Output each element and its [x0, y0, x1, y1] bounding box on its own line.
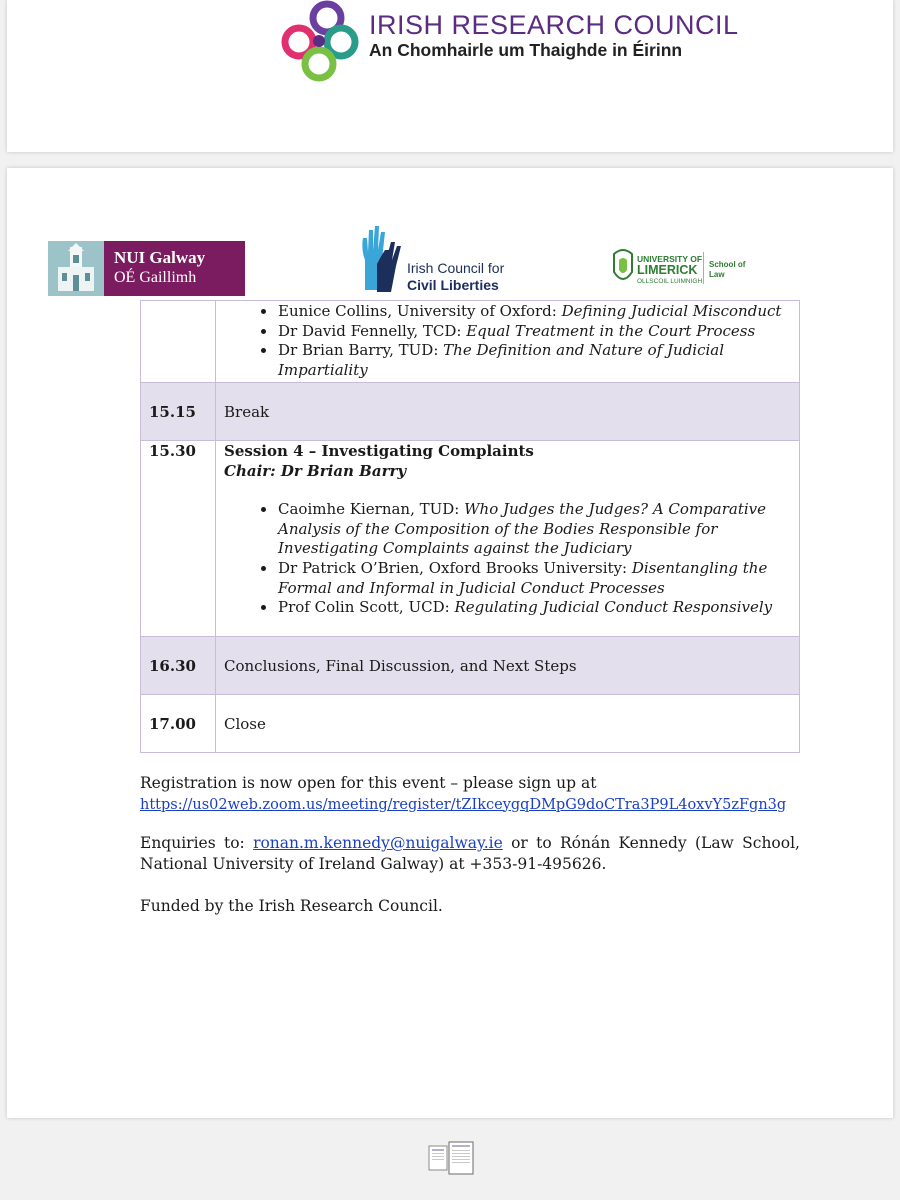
ul-school-name: School of Law	[709, 260, 746, 279]
logo-divider	[703, 252, 704, 284]
document-page-2	[7, 168, 893, 1118]
programme-table	[140, 300, 800, 753]
list-item: • Dr David Fennelly, TCD: Equal Treatment in the Court Process	[277, 322, 787, 342]
ul-name-line2: LIMERICK	[637, 263, 698, 277]
registration-link[interactable]: https://us02web.zoom.us/meeting/register/tZIkceygqDMpG9doCTra3P9L4oxvY5zFgn3g	[140, 796, 787, 813]
table-row	[141, 383, 800, 441]
list-item: • Prof Colin Scott, UCD: Regulating Judicial Conduct Responsively	[277, 598, 787, 618]
raised-hands-icon	[355, 220, 407, 300]
document-page-1	[7, 0, 893, 152]
enquiries-block	[140, 833, 800, 874]
session4-chair: Chair: Dr Brian Barry	[224, 461, 407, 480]
registration-block	[140, 773, 800, 815]
enquiries-prefix: Enquiries to:	[140, 834, 245, 852]
ul-name-line3: OLLSCOIL LUIMNIGH	[637, 278, 703, 285]
table-row	[141, 695, 800, 753]
enquiries-suffix: or to Rónán Kennedy (Law School, National University of Ireland Galway) at +353-91-495626.	[140, 834, 800, 873]
session4-title: Session 4 – Investigating Complaints	[224, 442, 534, 460]
nui-galway-logo	[48, 241, 245, 296]
ul-crest-icon	[611, 248, 635, 288]
irc-logo	[275, 0, 739, 84]
break-time: 15.15	[141, 383, 216, 441]
irc-title: IRISH RESEARCH COUNCIL	[369, 10, 739, 40]
list-item: • Dr Patrick O’Brien, Oxford Brooks University: Disentangling the Formal and Informal in Judicial Conduct Processes	[277, 559, 787, 598]
quadrangle-tower-icon	[48, 241, 104, 296]
irc-knot-icon	[275, 0, 365, 84]
iccl-logo	[355, 220, 535, 300]
close-label: Close	[216, 695, 800, 753]
table-row	[141, 637, 800, 695]
close-time: 17.00	[141, 695, 216, 753]
ul-name-line1: UNIVERSITY OF	[637, 254, 703, 264]
irc-subtitle: An Chomhairle um Thaighde in Éirinn	[369, 40, 683, 60]
session4-time: 15.30	[141, 441, 216, 637]
ul-school-of-law-logo	[611, 248, 751, 292]
registration-text: Registration is now open for this event – please sign up at	[140, 774, 597, 792]
conclusions-label: Conclusions, Final Discussion, and Next Steps	[216, 637, 800, 695]
conclusions-time: 16.30	[141, 637, 216, 695]
page-thumbnails[interactable]	[427, 1140, 475, 1176]
funding-note: Funded by the Irish Research Council.	[140, 897, 443, 915]
page-thumbnail-icon[interactable]	[427, 1140, 475, 1176]
nui-name-english: NUI Galway	[114, 248, 206, 267]
list-item: • Eunice Collins, University of Oxford: Defining Judicial Misconduct	[277, 302, 787, 322]
table-row	[141, 301, 800, 383]
enquiries-email-link[interactable]: ronan.m.kennedy@nuigalway.ie	[253, 834, 503, 852]
list-item: • Caoimhe Kiernan, TUD: Who Judges the Judges? A Comparative Analysis of the Composition of the Bodies Responsible for Investigating Complaints against the Judiciary	[277, 500, 787, 559]
iccl-name-line2: Civil Liberties	[407, 277, 499, 293]
break-label: Break	[216, 383, 800, 441]
nui-name-irish: OÉ Gaillimh	[114, 269, 197, 286]
iccl-name-line1: Irish Council for	[407, 260, 505, 276]
list-item: • Dr Brian Barry, TUD: The Definition and Nature of Judicial Impartiality	[277, 341, 787, 380]
table-row	[141, 441, 800, 637]
